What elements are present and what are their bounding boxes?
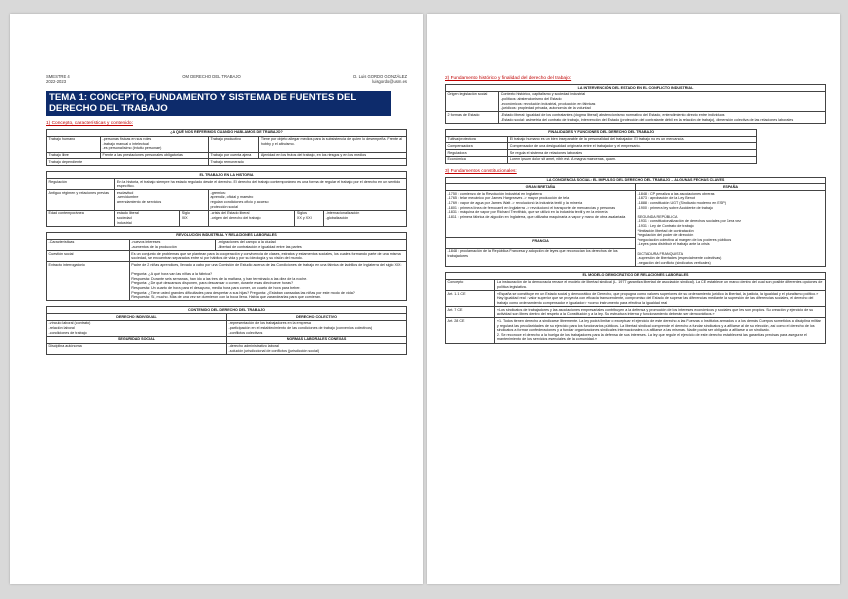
- table-row: -1848 : proclamación de la República Francesa y adopción de leyes que reconocían los derechos de los trabajadores: [446, 248, 826, 266]
- header-right: [353, 74, 407, 85]
- table-header: REVOLUCIÓN INDUSTRIAL Y RELACIONES LABORALES: [47, 232, 407, 239]
- democratic-model-table: [445, 272, 826, 344]
- content-table: CONTENIDO DEL DERECHO DEL TRABAJO DERECHO INDIVIDUAL DERECHO COLECTIVO -vínculo laboral (contrato) -relación laboral -condiciones de trabajo -representación de los trabajadores en la empresa -participación en el establecimiento de las condiciones de trabajo (convenios colectivos) -conflictos colectivos SEGURIDAD SOCIAL NORMAS LABORALES CONEXAS Disciplina autónoma -derecho administrativo laboral -solución jurisdiccional de conflictos (jurisdicción social): [46, 306, 407, 355]
- document-page-left: [10, 14, 423, 584]
- industrial-revolution-table: [46, 232, 407, 301]
- header-left: [46, 74, 70, 85]
- table-row: Edad contemporánea estado liberal sociedad industrial Siglo XIX -crisis del Estado liberal -origen del derecho del trabajo Siglos XX y XXI -internacionalización -globalización: [47, 210, 407, 226]
- table-row: Trabajo humano -personas físicas en sus roles -trabajo manual o intelectual -es personalísimo (intuitu personae) Trabajo productivo Tiene por objeto allegar medios para la subsistencia de quien lo desempeña. Frente al hobby y el altruismo.: [47, 136, 407, 152]
- table-row: Trabajo dependiente Trabajo remunerado: [47, 159, 407, 166]
- professor-name: D. Luis GORDO GONZÁLEZ: [353, 74, 407, 79]
- section-heading: 1) Concepto, características y contenido:: [46, 120, 133, 126]
- table-row: 2 formas de Estado -Estado liberal: igualdad de los contratantes (dogma liberal) abstencionismo normativo del Estado, entendimiento directo entre individuos -Estado social: asimetría del contrato de trabajo, intervención del Estado (protección del contratante débil en la relación de trabajo), dimensión colectiva de las relaciones laborales: [446, 112, 826, 123]
- table-row: Art. 7 CE «Los sindicatos de trabajadores y las asociaciones empresariales contribuyen a la defensa y promoción de los intereses económicos y sociales que les son propios. Su creación y ejercicio de su actividad son libres dentro del respeto a la Constitución y a la ley. Su estructura interna y funcionamiento deberán ser democráticos.»: [446, 307, 826, 318]
- table-header: CONTENIDO DEL DERECHO DEL TRABAJO: [47, 307, 407, 314]
- table-row: -Características -nuevos intereses -aumentos de la producción -migraciones del campo a la ciudad -libertad de contratación e igualdad entre las partes: [47, 239, 407, 250]
- table-row: -1750 : comienzo de la Revolución Industrial en Inglaterra -1765 : telar mecánico por James Hargreaves -> mayor producción de tela -1769 : vapor de agua por James Watt -> revolucionó la industria textil y la minería -1801 : primera línea de ferrocarril en Inglaterra -> revolucionó el transporte de mercancías y personas -1831 : máquina de vapor por Richard Trevithick, que se utilizó en la industria textil y en la minería -1811 : primera fábrica de algodón en Inglaterra, que utilizaba maquinaria a vapor y mano de obra asalariada -1848 : CP penaliza a las asociaciones obreras -1873 : aprobación de la Ley Benot -1888 : constitución UGT (Sindicato moderno en ESP) -1900 : primera ley sobre Accidente de trabajo SEGUNDA REPÚBLICA -1931 : constitucionalización de derechos sociales por 1era vez -1931 : Ley de Contrato de trabajo *limitación libertad de contratación *regulación del poder de dirección *negociación colectiva al margen de los poderes públicos -Leyes para distribuir el trabajo ante la crisis DICTADURA FRANQUISTA -supresión de libertades (especialmente colectivas) -negación del conflicto (sindicatos verticales): [446, 191, 826, 238]
- work-definition-table: [46, 129, 407, 166]
- table-row: Disciplina autónoma -derecho administrativo laboral -solución jurisdiccional de conflictos (jurisdicción social): [47, 343, 407, 354]
- table-header: ¿A QUÉ NOS REFERIMOS CUANDO HABLAMOS DE TRABAJO?: [47, 129, 407, 136]
- functions-table: [445, 129, 757, 164]
- table-row: Tuitiva/protectora El trabajo humano es un bien inseparable de la personalidad del trabajador. El trabajo no es un mercancía.: [446, 136, 757, 143]
- table-row: Compensadora Compensador de una desigualdad originaria entre el trabajador y el empresario.: [446, 143, 757, 150]
- professor-email: luisgordo@usm.es: [372, 79, 407, 85]
- table-row: Origen legislación social Contexto histórico, capitalismo y sociedad industrial -políticos: abstencionismo del Estado -económicos: revolución industrial, producción en fábricas -jurídicos: propiedad privada, autonomía de la voluntad: [446, 91, 826, 112]
- table-row: Trabajo libre Frente a las prestaciones personales obligatorias Trabajo por cuenta ajena Ajenidad en los frutos del trabajo, en los riesgos y en los medios: [47, 152, 407, 159]
- year-label: 2022-2023: [46, 79, 67, 85]
- table-row: Reguladora Se regula el sistema de relaciones laborales: [446, 150, 757, 157]
- semester-label: SMESTRE 4: [46, 74, 70, 79]
- section-heading: 2) Fundamento histórico y finalidad del derecho del trabajo:: [445, 76, 572, 81]
- state-intervention-table: [445, 84, 826, 124]
- page-header: [46, 74, 407, 85]
- table-row: Antiguo régimen y relaciones previas esclavitud -servidumbre arrendamiento de servicios -gremios: aprendiz, oficial y maestro regulan condiciones oficio y acceso protección social: [47, 190, 407, 211]
- table-row: Art. 28 CE «1. Todos tienen derecho a sindicarse libremente. La ley podrá limitar o exceptuar el ejercicio de este derecho a las Fuerzas o Institutos armados o a los demás Cuerpos sometidos a disciplina militar y regulará las peculiaridades de su ejercicio para los funcionarios públicos. La libertad sindical comprende el derecho a fundar sindicatos y a afiliarse al de su elección, así como el derecho de los sindicatos a formar confederaciones y a fundar organizaciones sindicales internacionales o a afiliarse a las mismas. Nadie podrá ser obligado a afiliarse a un sindicato. 2. Se reconoce el derecho a la huelga de los trabajadores para la defensa de sus intereses. La ley que regule el ejercicio de este derecho establecerá las garantías precisas para asegurar el mantenimiento de los servicios esenciales de la comunidad.»: [446, 318, 826, 343]
- key-dates-table: LA CONCIENCIA SOCIAL: EL IMPULSO DEL DERECHO DEL TRABAJO – ALGUNAS FECHAS CLAVES GRAN BRETAÑA ESPAÑA -1750 : comienzo de la Revolución Industrial en Inglaterra -1765 : telar mecánico por James Hargreaves -> mayor producción de tela -1769 : vapor de agua por James Watt -> revolucionó la industria textil y la minería -1801 : primera línea de ferrocarril en Inglaterra -> revolucionó el transporte de mercancías y personas -1831 : máquina de vapor por Richard Trevithick, que se utilizó en la industria textil y en la minería -1811 : primera fábrica de algodón en Inglaterra, que utilizaba maquinaria a vapor y mano de obra asalariada -1848 : CP penaliza a las asociaciones obreras -1873 : aprobación de la Ley Benot -1888 : constitución UGT (Sindicato moderno en ESP) -1900 : primera ley sobre Accidente de trabajo SEGUNDA REPÚBLICA -1931 : constitucionalización de derechos sociales por 1era vez -1931 : Ley de Contrato de trabajo *limitación libertad de contratación *regulación del poder de dirección *negociación colectiva al margen de los poderes públicos -Leyes para distribuir el trabajo ante la crisis DICTADURA FRANQUISTA -supresión de libertades (especialmente colectivas) -negación del conflicto (sindicatos verticales) FRANCIA -1848 : proclamación de la República Francesa y adopción de leyes que reconocían los derechos de los trabajadores: [445, 177, 826, 267]
- table-header: LA INTERVENCIÓN DEL ESTADO EN EL CONFLICTO INDUSTRIAL: [446, 85, 826, 92]
- table-row: -vínculo laboral (contrato) -relación laboral -condiciones de trabajo -representación de los trabajadores en la empresa -participación en el establecimiento de las condiciones de trabajo (convenios colectivos) -conflictos colectivos: [47, 320, 407, 336]
- section-heading: 3) Fundamentos constitucionales:: [445, 168, 517, 174]
- table-header: EL MODELO DEMOCRÁTICO DE RELACIONES LABORALES: [446, 272, 826, 279]
- table-row: Art. 1.1 CE «España se constituye en un Estado social y democrático de Derecho, que propugna como valores superiores de su ordenamiento jurídico la libertad, la justicia, la igualdad y el pluralismo político.» Hay igualdad real : valor superior que se proyecta con eficacia transcendente, compromiso del Estado de superar las diferencias mediante la supresión de las diferencias sociales, el derecho del trabajo como ordenamiento compensador e igualador> «como instrumento para efectiva la igualdad real: [446, 291, 826, 307]
- page-title: TEMA 1: CONCEPTO, FUNDAMENTO Y SISTEMA DE FUENTES DEL DERECHO DEL TRABAJO: [46, 91, 391, 116]
- table-header: EL TRABAJO EN LA HISTORIA: [47, 172, 407, 179]
- table-row: Extracto interrogatorio Padre de 2 niñas aprendices, llevado a cabo por una Comisión de Estudio acerca de las Condiciones de trabajo en una fábrica de ladrillos de Inglaterra del siglo XIX: Pregunta: ¿A qué hora van las niñas a la fábrica? Respuesta: Durante seis semanas, han ido a las tres de la mañana, y han terminado a las diez de la noche. Pregunta: ¿De qué descansos disponen, para descansar o comer, durante esas diecinueve horas? Respuesta: Un cuarto de hora para el desayuno, media hora para comer, un cuarto de hora para beber. Pregunta: ¿Tiene usted grandes dificultades para despertar a sus hijas? Pregunta: ¿Estaban cansadas las niñas por este modo de vida? Respuesta: Sí, mucho. Más de una vez se durmieron con la boca llena. Había que zarandearlas para que comieran.: [47, 262, 407, 301]
- table-row: Cuestión social Es un conjunto de problemas que se plantean para la cooperación y convivencia de clases, estratos y estamentos sociales, los cuales formando parte de una misma sociedad, se encuentran separados entre sí por hábitos de vida y por su ideología y su visión del mundo.: [47, 250, 407, 261]
- table-row: Económica Lorem ipsum dolor sit amet, nibh est. A magna maecenas, quam.: [446, 156, 757, 163]
- document-page-right: [427, 14, 840, 584]
- table-header: FINALIDADES Y FUNCIONES DEL DERECHO DEL TRABAJO: [446, 129, 757, 136]
- table-row: Concepto La instauración de la democracia renace el modelo de libertad sindical (L. 1977 garantiza libertad de asociación sindical). La CE establece un marco dentro del cual son posible diferentes opciones de política legislativa.: [446, 279, 826, 290]
- table-row: Regulación En la historia, el trabajo siempre ha estado regulado desde el derecho. El derecho del trabajo contemporáneo es una forma de regular el trabajo por el derecho en un sentido específico.: [47, 178, 407, 189]
- course-label: OM DERECHO DEL TRABAJO: [182, 74, 241, 79]
- history-table: [46, 171, 407, 227]
- table-header: LA CONCIENCIA SOCIAL: EL IMPULSO DEL DERECHO DEL TRABAJO – ALGUNAS FECHAS CLAVES: [446, 177, 826, 184]
